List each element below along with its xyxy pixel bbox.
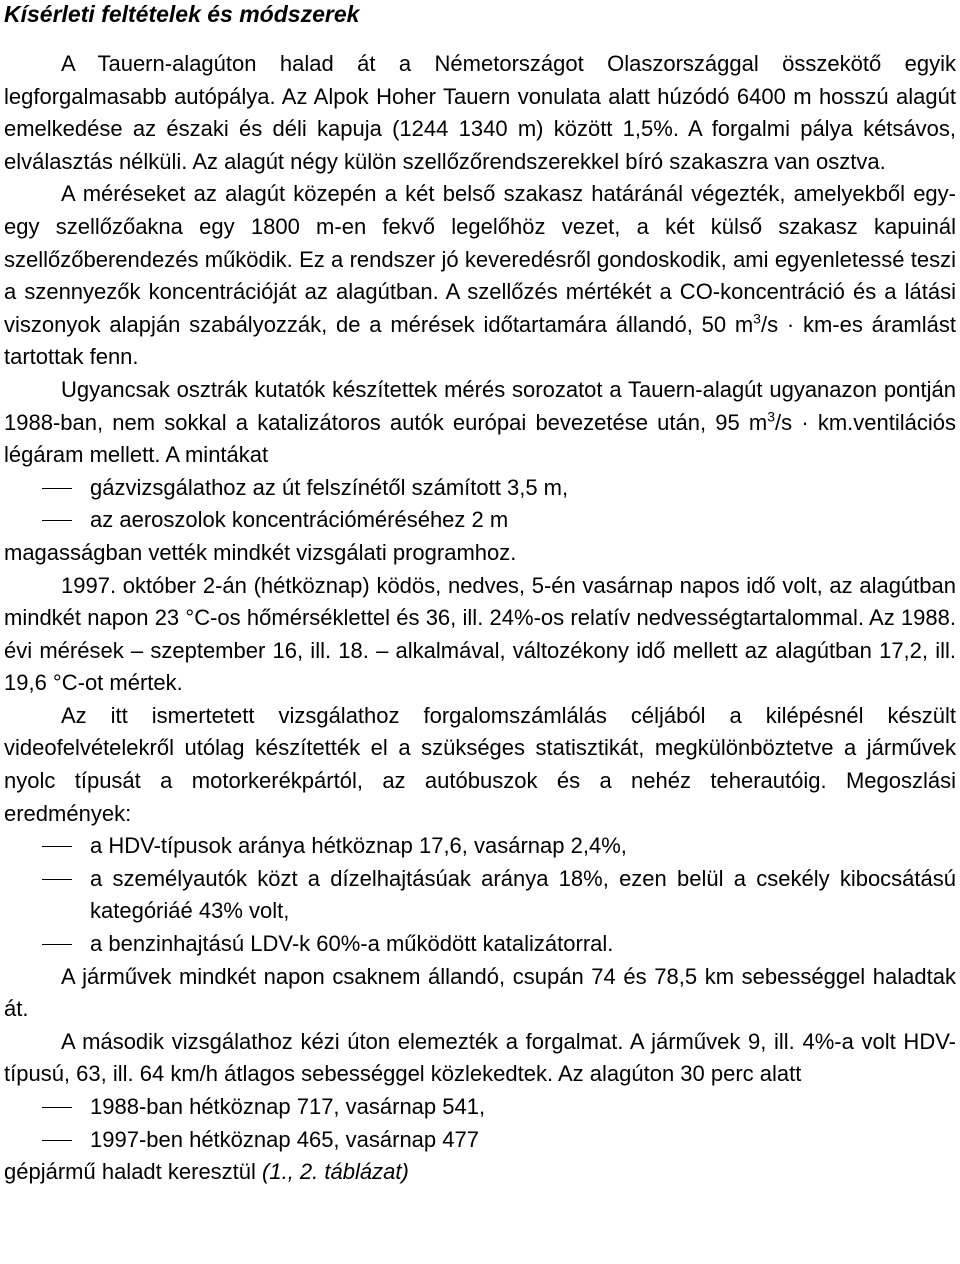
paragraph-weather: 1997. október 2-án (hétköznap) ködös, nedves, 5-én vasárnap napos idő volt, az alagútban mindkét napon 23 °C-os hőmérséklettel és 36, ill. 24%-os relatív nedvességtartalommal. Az 1988. évi mérések – szeptember 16, ill. 18. – alkalmával, változékony idő mellett az alagútban 17,2, ill. 19,6 °C-ot mértek. xyxy=(4,572,956,696)
paragraph-conclusion xyxy=(4,1156,956,1189)
distribution-list xyxy=(4,830,956,960)
paragraph-continuation: magasságban vették mindkét vizsgálati programhoz. xyxy=(4,539,517,565)
superscript: 3 xyxy=(753,310,761,327)
paragraph-text: gépjármű haladt keresztül xyxy=(4,1159,263,1185)
section-heading: Kísérleti feltételek és módszerek xyxy=(4,1,360,27)
list-item: gázvizsgálathoz az út felszínétől számított 3,5 m, xyxy=(90,472,956,505)
paragraph-traffic-count: Az itt ismertetett vizsgálathoz forgalomszámlálás céljából a kilépésnél készült videofelvételekről utólag készítették el a szükséges statisztikát, megkülönböztetve a járművek nyolc típusát a motorkerékpártól, az autóbuszok és a nehéz teherautóig. Megoszlási eredmények: xyxy=(4,702,956,826)
paragraph-intro: A Tauern-alagúton halad át a Németországot Olaszországgal összekötő egyik legforgalmasabb autópálya. Az Alpok Hoher Tauern vonulata alatt húzódó 6400 m hosszú alagút emelkedése az északi és déli kapuja (1244 1340 m) között 1,5%. A forgalmi pálya kétsávos, elválasztás nélküli. Az alagút négy külön szellőzőrendszerekkel bíró szakaszra van osztva. xyxy=(4,51,956,174)
paragraph-1988-series xyxy=(4,374,956,472)
list-item: a benzinhajtású LDV-k 60%-a működött katalizátorral. xyxy=(90,928,956,961)
paragraph-text: /s · km.ventilációs légáram mellett. A mintákat xyxy=(4,409,956,468)
paragraph-speed: A járművek mindkét napon csaknem állandó, csupán 74 és 78,5 km sebességgel haladtak át. xyxy=(4,963,956,1022)
list-item: 1988-ban hétköznap 717, vasárnap 541, xyxy=(90,1091,956,1124)
list-item: 1997-ben hétköznap 465, vasárnap 477 xyxy=(90,1124,956,1157)
superscript: 3 xyxy=(767,408,776,425)
table-reference: (1., 2. táblázat) xyxy=(262,1159,409,1185)
paragraph-text: Ugyancsak osztrák kutatók készítettek mérés sorozatot a Tauern-alagút ugyanazon pontján 1988-ban, nem sokkal a katalizátoros autók európai bevezetése után, 95 m xyxy=(4,376,956,435)
list-item: a HDV-típusok aránya hétköznap 17,6, vasárnap 2,4%, xyxy=(90,830,956,863)
list-item: a személyautók közt a dízelhajtásúak aránya 18%, ezen belül a csekély kibocsátású kategóriáé 43% volt, xyxy=(90,863,956,928)
list-item: az aeroszolok koncentrációméréséhez 2 m xyxy=(90,504,956,537)
paragraph-text: A méréseket az alagút közepén a két belső szakasz határánál végezték, amelyekből egy-egy szellőzőakna egy 1800 m-en fekvő legelőhöz vezet, a két külső szakasz kapuinál szellőzőberendezés működik. Ez a rendszer jó keveredésről gondoskodik, ami egyenletessé teszi a szennyezők koncentrációját az alagútban. A szellőzés mértékét a CO-koncentráció és a látási viszonyok alapján szabályozzák, de a mérések időtartamára állandó, 50 m xyxy=(4,181,956,337)
paragraph-second-study: A második vizsgálathoz kézi úton elemezték a forgalmat. A járművek 9, ill. 4%-a volt HDV-típusú, 63, ill. 64 km/h átlagos sebességgel közlekedtek. Az alagúton 30 perc alatt xyxy=(4,1028,956,1087)
vehicle-count-list xyxy=(4,1091,956,1156)
paragraph-measurement-site xyxy=(4,178,956,374)
paragraph-text: /s · km-es áramlást tartottak fenn. xyxy=(4,311,956,370)
sampling-list xyxy=(4,472,956,537)
